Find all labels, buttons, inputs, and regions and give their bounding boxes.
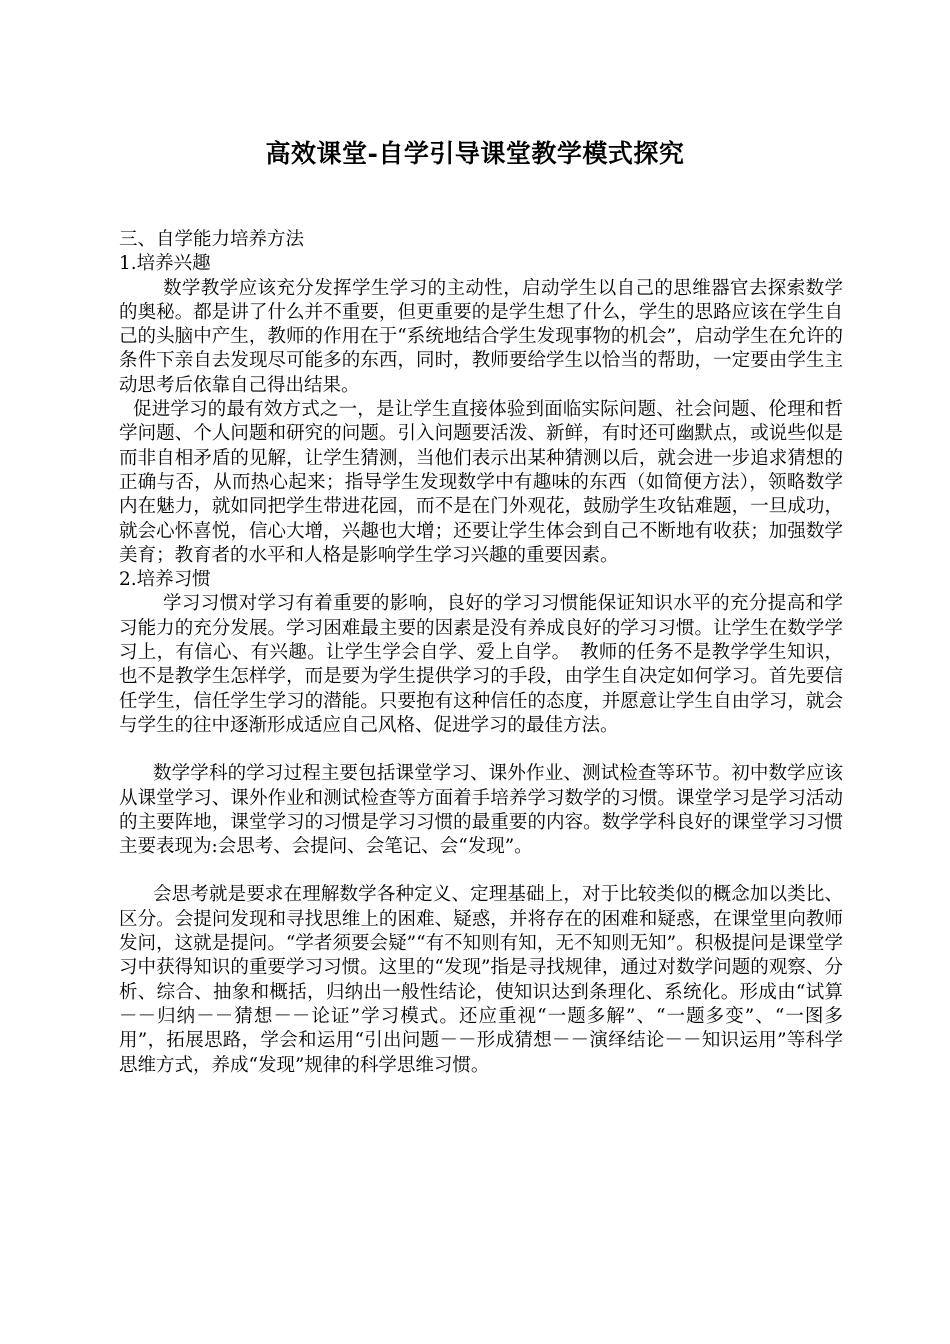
paragraph-spacer xyxy=(119,738,843,762)
paragraph-habit-2: 数学学科的学习过程主要包括课堂学习、课外作业、测试检查等环节。初中数学应该从课堂学习、课外作业和测试检查等方面着手培养学习数学的习惯。课堂学习是学习活动的主要阵地，课堂学习的习惯是学习习惯的最重要的内容。数学学科良好的课堂学习习惯主要表现为:会思考、会提问、会笔记、会“发现”。 xyxy=(119,763,843,858)
paragraph-interest-2: 促进学习的最有效方式之一，是让学生直接体验到面临实际问题、社会问题、伦理和哲学问题、个人问题和研究的问题。引入问题要活泼、新鲜，有时还可幽默点，或说些似是而非自相矛盾的见解，让学生猜测，当他们表示出某种猜测以后，就会进一步追求猜想的正确与否，从而热心起来；指导学生发现数学中有趣味的东西（如简便方法），领略数学内在魅力，就如同把学生带进花园，而不是在门外观花，鼓励学生攻钻难题，一旦成功，就会心怀喜悦，信心大增，兴趣也大增；还要让学生体会到自己不断地有收获；加强数学美育；教育者的水平和人格是影响学生学习兴趣的重要因素。 xyxy=(119,399,843,566)
paragraph-habit-3: 会思考就是要求在理解数学各种定义、定理基础上，对于比较类似的概念加以类比、区分。会提问发现和寻找思维上的困难、疑惑，并将存在的困难和疑惑，在课堂里向教师发问，这就是提问。“学者须要会疑”“有不知则有知，无不知则无知”。积极提问是课堂学习中获得知识的重要学习习惯。这里的“发现”指是寻找规律，通过对数学问题的观察、分析、综合、抽象和概括，归纳出一般性结论，使知识达到条理化、系统化。形成由“试算－－归纳－－猜想－－论证”学习模式。还应重视“一题多解”、“一题多变”、“一图多用”，拓展思路，学会和运用“引出问题－－形成猜想－－演绎结论－－知识运用”等科学思维方式，养成“发现”规律的科学思维习惯。 xyxy=(119,884,843,1076)
paragraph-interest-1: 数学教学应该充分发挥学生学习的主动性，启动学生以自己的思维器官去探索数学的奥秘。都是讲了什么并不重要，但更重要的是学生想了什么，学生的思路应该在学生自己的头脑中产生，教师的作用在于“系统地结合学生发现事物的机会”，启动学生在允许的条件下亲自去发现尽可能多的东西，同时，教师要给学生以恰当的帮助，一定要由学生主动思考后依靠自己得出结果。 xyxy=(119,277,843,396)
subsection-heading-interest: 1.培养兴趣 xyxy=(119,253,211,275)
paragraph-spacer xyxy=(119,859,843,883)
subsection-heading-habit: 2.培养习惯 xyxy=(119,569,211,591)
document-title: 高效课堂-自学引导课堂教学模式探究 xyxy=(265,139,685,168)
section-heading: 三、自学能力培养方法 xyxy=(119,229,305,250)
paragraph-habit-1: 学习习惯对学习有着重要的影响，良好的学习习惯能保证知识水平的充分提高和学习能力的充分发展。学习困难最主要的因素是没有养成良好的学习习惯。让学生在数学学习上，有信心、有兴趣。让学生学会自学、爱上自学。 教师的任务不是教学学生知识，也不是教学生怎样学，而是要为学生提供学习的手段，由学生自决定如何学习。首先要信任学生，信任学生学习的潜能。只要抱有这种信任的态度，并愿意让学生自由学习，就会与学生的往中逐渐形成适应自己风格、促进学习的最佳方法。 xyxy=(119,593,843,736)
document-body xyxy=(119,228,843,1078)
